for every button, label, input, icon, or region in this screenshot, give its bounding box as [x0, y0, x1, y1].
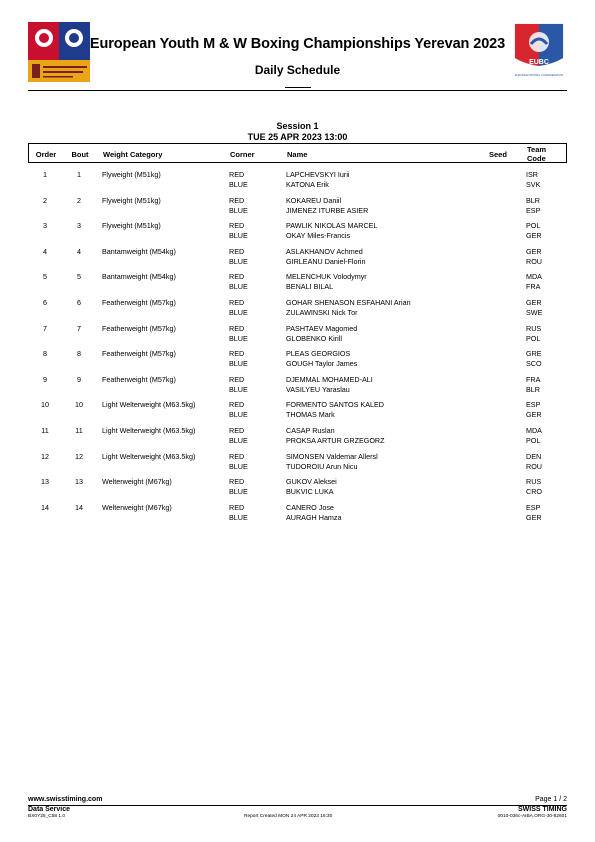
bout-cell: 3 — [77, 221, 81, 231]
name-cell-red: PASHTAEV Magomed — [286, 323, 358, 333]
corner-cell — [229, 247, 248, 267]
name-cell-blue: ZULAWINSKI Nick Tor — [286, 307, 358, 317]
bout-cell: 11 — [75, 425, 83, 435]
corner-cell — [229, 375, 248, 395]
corner-cell — [229, 221, 248, 241]
team-code-cell — [526, 477, 542, 497]
team-code-cell-red: BLR — [526, 195, 540, 205]
bout-cell: 12 — [75, 451, 83, 461]
bout-cell: 4 — [77, 246, 81, 256]
name-cell-blue: GOUGH Taylor James — [286, 359, 358, 369]
weight-category-cell: Featherweight (M57kg) — [102, 349, 176, 359]
order-cell: 8 — [43, 349, 47, 359]
order-cell: 3 — [43, 221, 47, 231]
corner-cell — [229, 452, 248, 472]
col-corner: Corner — [230, 150, 255, 159]
corner-cell — [229, 324, 248, 344]
footer-data-service: Data Service — [28, 806, 71, 813]
bout-cell: 7 — [77, 323, 81, 333]
corner-cell-red: RED — [229, 195, 245, 205]
session-name: Session 1 — [276, 121, 319, 131]
corner-cell-red: RED — [229, 246, 245, 256]
weight-category-cell: Light Welterweight (M63.5kg) — [102, 451, 196, 461]
name-cell-red: KOKAREU Daniil — [286, 195, 342, 205]
name-cell-blue: KATONA Erik — [286, 180, 329, 189]
team-code-cell — [526, 298, 542, 318]
team-code-cell — [526, 375, 540, 395]
team-code-cell-blue: POL — [526, 435, 541, 445]
weight-category-cell: Welterweight (M67kg) — [102, 502, 172, 512]
corner-cell-blue: BLUE — [229, 410, 248, 420]
table-row — [28, 371, 567, 397]
table-row — [28, 396, 567, 422]
bout-cell: 9 — [77, 374, 81, 384]
table-row — [28, 320, 567, 346]
footer-report-created: Report Created MON 24 APR 2023 16:30 — [244, 814, 333, 819]
team-code-cell — [526, 324, 541, 344]
name-cell-blue: OKAY Miles-Francis — [286, 231, 351, 241]
bout-cell: 8 — [77, 349, 81, 359]
weight-category-cell: Flyweight (M51kg) — [102, 195, 161, 205]
team-code-cell — [526, 221, 542, 241]
name-cell-blue: GLOBENKO Kirill — [286, 333, 342, 343]
name-cell-red: CANERO Jose — [286, 502, 334, 512]
table-row — [28, 499, 567, 525]
team-code-cell-blue: SWE — [526, 307, 543, 317]
team-code-cell-red: ESP — [526, 400, 541, 410]
team-code-cell — [526, 503, 542, 523]
team-code-cell-blue: GER — [526, 231, 542, 241]
name-cell — [286, 349, 357, 369]
corner-cell — [229, 349, 248, 369]
footer-ref-code: 0010-036c-AIBA.ORG-30-82601 — [497, 814, 567, 819]
weight-category-cell: Bantamweight (M54kg) — [102, 272, 176, 282]
team-code-cell-red: GRE — [526, 349, 542, 359]
name-cell — [286, 272, 367, 292]
corner-cell — [229, 298, 248, 318]
order-cell: 11 — [41, 425, 49, 435]
name-cell-red: FORMENTO SANTOS KALED — [286, 400, 384, 410]
eubc-logo — [511, 20, 567, 80]
name-cell-blue: BUKVIC LUKA — [286, 487, 334, 497]
name-cell — [286, 170, 350, 190]
name-cell — [286, 503, 342, 523]
corner-cell — [229, 477, 248, 497]
name-cell — [286, 196, 368, 216]
table-row — [28, 422, 567, 448]
corner-cell-blue: BLUE — [229, 512, 248, 522]
footer-rule — [28, 805, 567, 806]
name-cell-blue: AURAGH Hamza — [286, 512, 342, 522]
name-cell — [286, 221, 377, 241]
col-name: Name — [287, 150, 308, 159]
corner-cell — [229, 426, 248, 446]
name-cell — [286, 477, 337, 497]
name-cell — [286, 375, 373, 395]
corner-cell-red: RED — [229, 297, 245, 307]
team-code-cell-blue: ESP — [526, 205, 541, 215]
team-code-cell — [526, 400, 542, 420]
team-code-cell-red: ESP — [526, 502, 541, 512]
col-team-code-line2: Code — [527, 154, 546, 163]
team-code-cell — [526, 349, 542, 369]
weight-category-cell: Featherweight (M57kg) — [102, 323, 176, 333]
bout-cell: 6 — [77, 297, 81, 307]
name-cell-blue: GIRLEANU Daniel-Florin — [286, 256, 366, 266]
order-cell: 2 — [43, 195, 47, 205]
footer-brand: SWISS TIMING — [518, 806, 567, 813]
bout-cell: 1 — [77, 170, 81, 179]
corner-cell-red: RED — [229, 221, 245, 231]
order-cell: 14 — [41, 502, 49, 512]
team-code-cell — [526, 196, 540, 216]
col-seed: Seed — [489, 150, 507, 159]
name-cell — [286, 426, 385, 446]
team-code-cell-blue: FRA — [526, 282, 541, 292]
name-cell-red: LAPCHEVSKYI Iurii — [286, 170, 350, 179]
name-cell — [286, 247, 365, 267]
name-cell-blue: BENALI BILAL — [286, 282, 334, 292]
team-code-cell — [526, 170, 540, 190]
name-cell-red: PAWLIK NIKOLAS MARCEL — [286, 221, 378, 231]
table-row — [28, 192, 567, 218]
name-cell — [286, 298, 411, 318]
team-code-cell — [526, 426, 542, 446]
table-row — [28, 166, 567, 192]
eubc-logo-subtext: EUROPEAN BOXING CONFEDERATION — [514, 74, 564, 77]
table-row — [28, 294, 567, 320]
corner-cell — [229, 400, 248, 420]
corner-cell — [229, 272, 248, 292]
order-cell: 4 — [43, 246, 47, 256]
order-cell: 7 — [43, 323, 47, 333]
team-code-cell — [526, 272, 542, 292]
team-code-cell-red: ISR — [526, 170, 538, 179]
team-code-cell-blue: GER — [526, 410, 542, 420]
name-cell-red: ASLAKHANOV Achmed — [286, 246, 363, 256]
weight-category-cell: Welterweight (M67kg) — [102, 477, 172, 487]
weight-category-cell: Featherweight (M57kg) — [102, 374, 176, 384]
team-code-cell-blue: SVK — [526, 180, 541, 189]
bout-cell: 13 — [75, 477, 83, 487]
name-cell-red: CASAP Ruslan — [286, 425, 335, 435]
corner-cell-blue: BLUE — [229, 256, 248, 266]
col-weight-category: Weight Category — [103, 150, 163, 159]
name-cell — [286, 324, 357, 344]
team-code-cell-red: DEN — [526, 451, 542, 461]
header-rule — [28, 90, 567, 91]
name-cell-red: GUKOV Aleksei — [286, 477, 337, 487]
team-code-cell — [526, 452, 542, 472]
corner-cell-blue: BLUE — [229, 205, 248, 215]
name-cell-red: MELENCHUK Volodymyr — [286, 272, 367, 282]
table-row — [28, 268, 567, 294]
corner-cell-blue: BLUE — [229, 307, 248, 317]
name-cell-red: GOHAR SHENASON ESFAHANI Arian — [286, 297, 411, 307]
table-header — [28, 143, 567, 163]
order-cell: 10 — [41, 400, 49, 410]
corner-cell — [229, 170, 248, 190]
corner-cell-blue: BLUE — [229, 461, 248, 471]
header-rule-accent — [285, 87, 311, 88]
footer-website[interactable]: www.swisstiming.com — [28, 796, 103, 803]
order-cell: 9 — [43, 374, 47, 384]
team-code-cell-red: GER — [526, 297, 542, 307]
team-code-cell-blue: BLR — [526, 384, 540, 394]
corner-cell-blue: BLUE — [229, 435, 248, 445]
table-row — [28, 345, 567, 371]
weight-category-cell: Light Welterweight (M63.5kg) — [102, 425, 196, 435]
name-cell-blue: PROKSA ARTUR GRZEGORZ — [286, 435, 385, 445]
corner-cell-red: RED — [229, 502, 245, 512]
corner-cell — [229, 196, 248, 216]
session-datetime: TUE 25 APR 2023 13:00 — [247, 132, 348, 142]
name-cell-red: PLEAS GEORGIOS — [286, 349, 351, 359]
corner-cell-red: RED — [229, 349, 245, 359]
page-number: Page 1 / 2 — [535, 796, 567, 803]
corner-cell-red: RED — [229, 323, 245, 333]
order-cell: 13 — [41, 477, 49, 487]
order-cell: 12 — [41, 451, 49, 461]
col-order: Order — [35, 150, 57, 159]
team-code-cell-blue: POL — [526, 333, 541, 343]
corner-cell-blue: BLUE — [229, 180, 248, 189]
name-cell-blue: JIMENEZ ITURBE ASIER — [286, 205, 369, 215]
weight-category-cell: Flyweight (M51kg) — [102, 221, 161, 231]
team-code-cell — [526, 247, 542, 267]
order-cell: 1 — [43, 170, 47, 179]
name-cell-blue: VASILYEU Yaraslau — [286, 384, 350, 394]
team-code-cell-blue: ROU — [526, 461, 542, 471]
team-code-cell-red: GER — [526, 246, 542, 256]
corner-cell-blue: BLUE — [229, 359, 248, 369]
corner-cell-blue: BLUE — [229, 282, 248, 292]
eubc-logo-text: EUBC — [529, 59, 549, 66]
weight-category-cell: Featherweight (M57kg) — [102, 297, 176, 307]
team-code-cell-red: RUS — [526, 323, 542, 333]
table-row — [28, 243, 567, 269]
order-cell: 6 — [43, 297, 47, 307]
team-code-cell-blue: GER — [526, 512, 542, 522]
corner-cell-red: RED — [229, 170, 245, 179]
team-code-cell-red: FRA — [526, 374, 541, 384]
session-info — [0, 121, 595, 143]
corner-cell-red: RED — [229, 477, 245, 487]
weight-category-cell: Light Welterweight (M63.5kg) — [102, 400, 196, 410]
name-cell-blue: THOMAS Mark — [286, 410, 335, 420]
name-cell — [286, 452, 378, 472]
bout-cell: 14 — [75, 502, 83, 512]
team-code-cell-blue: CRO — [526, 487, 542, 497]
col-bout: Bout — [71, 150, 89, 159]
bout-cell: 5 — [77, 272, 81, 282]
corner-cell-blue: BLUE — [229, 231, 248, 241]
corner-cell-blue: BLUE — [229, 384, 248, 394]
corner-cell-blue: BLUE — [229, 487, 248, 497]
document-subtitle: Daily Schedule — [254, 63, 341, 77]
team-code-cell-red: MDA — [526, 425, 542, 435]
corner-cell — [229, 503, 248, 523]
bout-cell: 10 — [75, 400, 83, 410]
corner-cell-blue: BLUE — [229, 333, 248, 343]
name-cell — [286, 400, 384, 420]
col-team-code-line1: Team — [527, 145, 547, 154]
team-code-cell-blue: ROU — [526, 256, 542, 266]
team-code-cell-red: POL — [526, 221, 541, 231]
document-title: European Youth M & W Boxing Championships Yerevan 2023 — [89, 36, 506, 52]
schedule-table-body — [28, 166, 567, 524]
corner-cell-red: RED — [229, 451, 245, 461]
team-code-cell-red: MDA — [526, 272, 542, 282]
team-code-cell-blue: SCO — [526, 359, 542, 369]
table-row — [28, 217, 567, 243]
name-cell-blue: TUDOROIU Arun Nicu — [286, 461, 358, 471]
corner-cell-red: RED — [229, 374, 245, 384]
bout-cell: 2 — [77, 195, 81, 205]
corner-cell-red: RED — [229, 400, 245, 410]
weight-category-cell: Bantamweight (M54kg) — [102, 246, 176, 256]
weight-category-cell: Flyweight (M51kg) — [102, 170, 161, 179]
corner-cell-red: RED — [229, 272, 245, 282]
name-cell-red: DJEMMAL MOHAMED-ALI — [286, 374, 373, 384]
table-row — [28, 448, 567, 474]
order-cell: 5 — [43, 272, 47, 282]
table-row — [28, 473, 567, 499]
team-code-cell-red: RUS — [526, 477, 542, 487]
name-cell-red: SIMONSEN Valdemar Allersl — [286, 451, 378, 461]
corner-cell-red: RED — [229, 425, 245, 435]
footer-doc-code: BX0Y25_C58 1.0 — [28, 814, 66, 819]
